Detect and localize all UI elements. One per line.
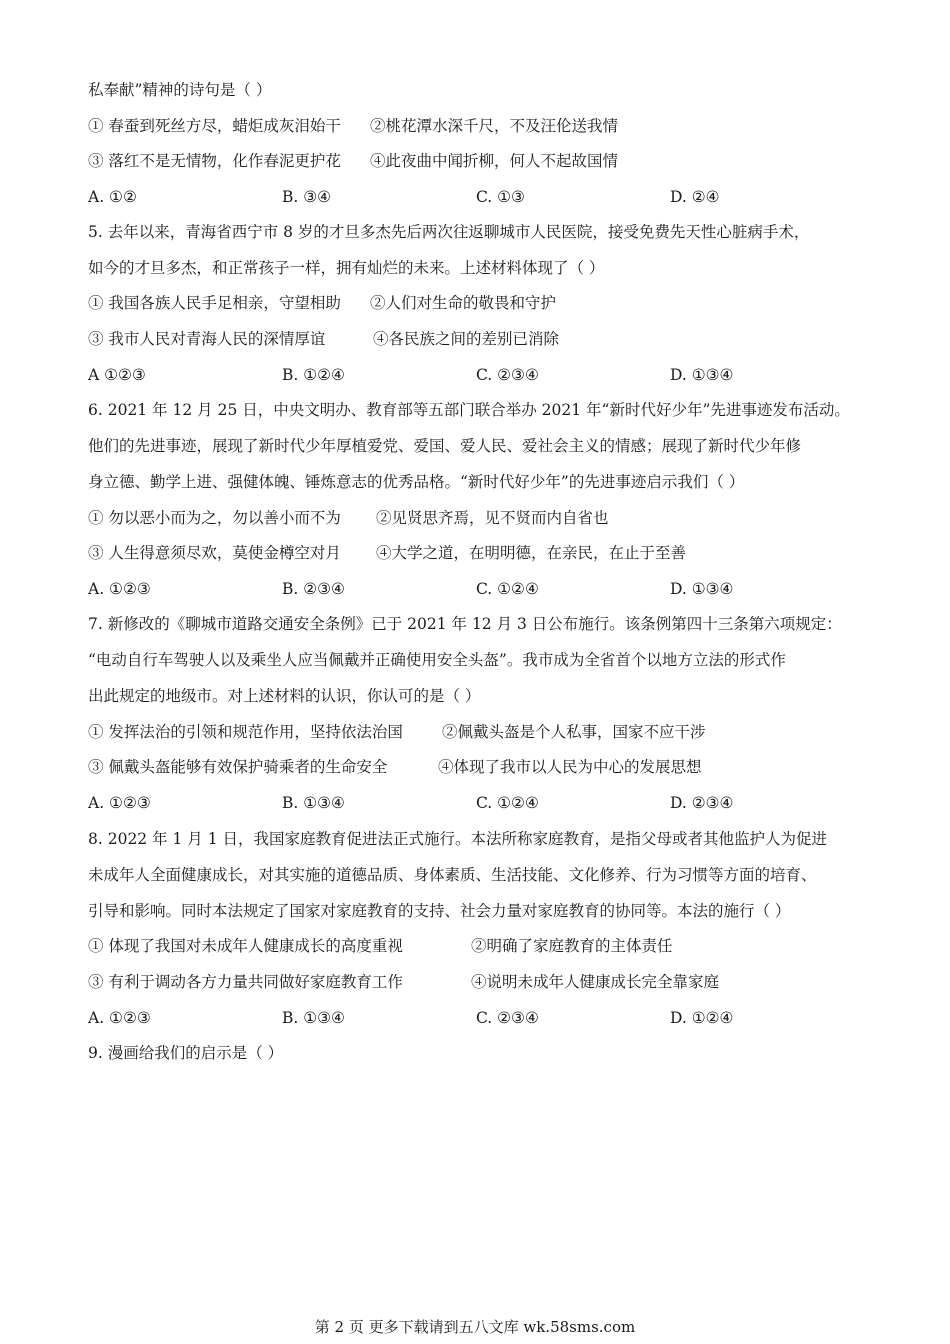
option-4: ④体现了我市以人民为中心的发展思想 bbox=[438, 758, 702, 776]
option-3: ③ 落红不是无情物，化作春泥更护花 bbox=[88, 152, 341, 170]
question-7-choices bbox=[88, 793, 888, 813]
choice-a: A. ①②③ bbox=[88, 794, 151, 812]
option-3: ③ 有利于调动各方力量共同做好家庭教育工作 bbox=[88, 973, 403, 991]
choice-b: B. ①②④ bbox=[282, 366, 345, 384]
option-2: ②人们对生命的敬畏和守护 bbox=[370, 294, 557, 312]
option-4: ④说明未成年人健康成长完全靠家庭 bbox=[471, 973, 720, 991]
question-4-tail: 私奉献”精神的诗句是（ ） bbox=[88, 81, 272, 99]
choice-c: C. ①②④ bbox=[476, 794, 539, 812]
option-1: ① 体现了我国对未成年人健康成长的高度重视 bbox=[88, 937, 403, 955]
option-1: ① 勿以恶小而为之，勿以善小而不为 bbox=[88, 509, 341, 527]
option-1: ① 我国各族人民手足相亲，守望相助 bbox=[88, 294, 341, 312]
page-footer: 第 2 页 更多下载请到五八文库 wk.58sms.com bbox=[314, 1318, 636, 1336]
option-3: ③ 我市人民对青海人民的深情厚谊 bbox=[88, 330, 326, 348]
question-9-line: 9. 漫画给我们的启示是（ ） bbox=[88, 1044, 284, 1062]
choice-b: B. ③④ bbox=[282, 188, 332, 206]
question-5-options-row-2 bbox=[88, 329, 908, 349]
question-6-line-1: 6. 2021 年 12 月 25 日，中央文明办、教育部等五部门联合举办 2021 年“新时代好少年”先进事迹发布活动。 bbox=[88, 401, 850, 419]
choice-a: A. ①②③ bbox=[88, 1009, 151, 1027]
option-1: ① 春蚕到死丝方尽，蜡炬成灰泪始干 bbox=[88, 117, 341, 135]
question-6-line-3: 身立德、勤学上进、强健体魄、锤炼意志的优秀品格。“新时代好少年”的先进事迹启示我们（ ） bbox=[88, 473, 745, 491]
option-1: ① 发挥法治的引领和规范作用，坚持依法治国 bbox=[88, 723, 403, 741]
choice-c: C. ①②④ bbox=[476, 580, 539, 598]
choice-c: C. ①③ bbox=[476, 188, 525, 206]
question-6-line-2: 他们的先进事迹，展现了新时代少年厚植爱党、爱国、爱人民、爱社会主义的情感；展现了新时代少年修 bbox=[88, 437, 802, 455]
question-8-line-2: 未成年人全面健康成长，对其实施的道德品质、身体素质、生活技能、文化修养、行为习惯等方面的培育、 bbox=[88, 866, 817, 884]
question-4-options-row-2 bbox=[88, 151, 908, 171]
option-2: ②明确了家庭教育的主体责任 bbox=[471, 937, 673, 955]
option-3: ③ 佩戴头盔能够有效保护骑乘者的生命安全 bbox=[88, 758, 388, 776]
question-7-options-row-2 bbox=[88, 757, 908, 777]
question-6-choices bbox=[88, 579, 888, 599]
option-2: ②见贤思齐焉，见不贤而内自省也 bbox=[376, 509, 609, 527]
question-5-choices bbox=[88, 365, 888, 385]
choice-d: D. ②④ bbox=[670, 188, 720, 206]
option-2: ②佩戴头盔是个人私事，国家不应干涉 bbox=[442, 723, 706, 741]
option-4: ④各民族之间的差别已消除 bbox=[373, 330, 560, 348]
choice-b: B. ①③④ bbox=[282, 794, 345, 812]
choice-a: A ①②③ bbox=[88, 366, 146, 384]
choice-d: D. ①②④ bbox=[670, 1009, 734, 1027]
question-8-options-row-2 bbox=[88, 972, 908, 992]
choice-d: D. ①③④ bbox=[670, 580, 734, 598]
question-7-line-2: “电动自行车驾驶人以及乘坐人应当佩戴并正确使用安全头盔”。我市成为全省首个以地方立法的形式作 bbox=[88, 651, 786, 669]
choice-d: D. ①③④ bbox=[670, 366, 734, 384]
question-8-line-3: 引导和影响。同时本法规定了国家对家庭教育的支持、社会力量对家庭教育的协同等。本法的施行（ ） bbox=[88, 902, 791, 920]
question-8-options-row-1 bbox=[88, 936, 908, 956]
question-6-options-row-2 bbox=[88, 543, 908, 563]
choice-a: A. ①② bbox=[88, 188, 137, 206]
choice-c: C. ②③④ bbox=[476, 366, 539, 384]
question-4-choices bbox=[88, 187, 888, 207]
question-5-line-2: 如今的才旦多杰，和正常孩子一样，拥有灿烂的未来。上述材料体现了（ ） bbox=[88, 259, 605, 277]
option-2: ②桃花潭水深千尺，不及汪伦送我情 bbox=[370, 117, 619, 135]
question-5-line-1: 5. 去年以来，青海省西宁市 8 岁的才旦多杰先后两次往返聊城市人民医院，接受免费先天性心脏病手术， bbox=[88, 223, 810, 241]
question-6-options-row-1 bbox=[88, 508, 908, 528]
choice-b: B. ①③④ bbox=[282, 1009, 345, 1027]
option-4: ④大学之道，在明明德，在亲民，在止于至善 bbox=[376, 544, 687, 562]
choice-c: C. ②③④ bbox=[476, 1009, 539, 1027]
question-4-options-row-1 bbox=[88, 116, 908, 136]
option-4: ④此夜曲中闻折柳，何人不起故国情 bbox=[370, 152, 619, 170]
question-8-line-1: 8. 2022 年 1 月 1 日，我国家庭教育促进法正式施行。本法所称家庭教育，是指父母或者其他监护人为促进 bbox=[88, 830, 828, 848]
question-7-options-row-1 bbox=[88, 722, 908, 742]
question-8-choices bbox=[88, 1008, 888, 1028]
choice-b: B. ②③④ bbox=[282, 580, 345, 598]
question-5-options-row-1 bbox=[88, 293, 908, 313]
choice-d: D. ②③④ bbox=[670, 794, 734, 812]
question-7-line-3: 出此规定的地级市。对上述材料的认识，你认可的是（ ） bbox=[88, 687, 481, 705]
choice-a: A. ①②③ bbox=[88, 580, 151, 598]
option-3: ③ 人生得意须尽欢，莫使金樽空对月 bbox=[88, 544, 341, 562]
question-7-line-1: 7. 新修改的《聊城市道路交通安全条例》已于 2021 年 12 月 3 日公布施行。该条例第四十三条第六项规定： bbox=[88, 615, 842, 633]
